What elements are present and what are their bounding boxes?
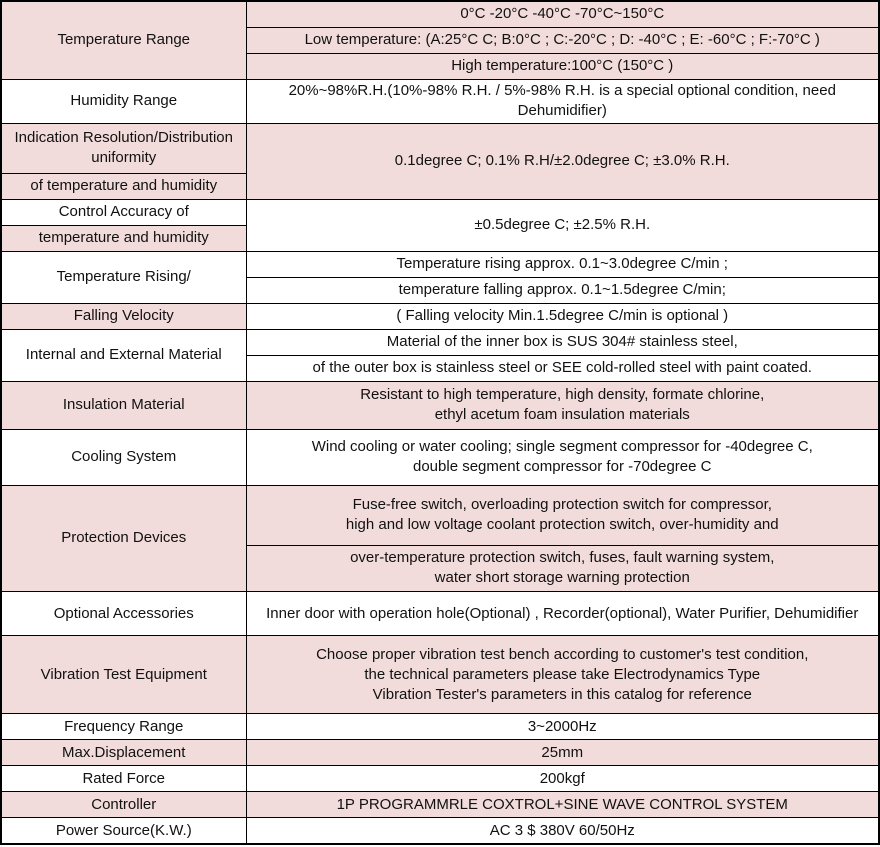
table-row xyxy=(1,251,879,277)
vibration-line: the technical parameters please take Electrodynamics Type xyxy=(364,665,761,683)
humidity-range-value xyxy=(246,79,879,123)
table-row xyxy=(1,1,879,27)
low-temperature-value: Low temperature: (A:25°C C; B:0°C ; C:-20°C ; D: -40°C ; E: -60°C ; F:-70°C ) xyxy=(246,27,879,53)
indication-resolution-line: uniformity xyxy=(91,149,157,167)
high-temperature-value: High temperature:100°C (150°C ) xyxy=(246,53,879,79)
rated-force-label: Rated Force xyxy=(1,766,246,792)
optional-accessories-label: Optional Accessories xyxy=(1,591,246,635)
protection-label: Protection Devices xyxy=(1,485,246,591)
insulation-value xyxy=(246,381,879,429)
max-displacement-value: 25mm xyxy=(246,740,879,766)
humidity-range-line: 20%~98%R.H.(10%-98% R.H. / 5%-98% R.H. is a special optional condition, need xyxy=(288,82,836,100)
insulation-line: ethyl acetum foam insulation materials xyxy=(434,406,690,424)
vibration-line: Vibration Tester's parameters in this catalog for reference xyxy=(372,685,752,703)
frequency-range-label: Frequency Range xyxy=(1,714,246,740)
table-row xyxy=(1,792,879,818)
material-inner-value: Material of the inner box is SUS 304# stainless steel, xyxy=(246,329,879,355)
cooling-line: double segment compressor for -70degree C xyxy=(413,458,712,476)
table-row xyxy=(1,123,879,173)
indication-resolution-value: 0.1degree C; 0.1% R.H/±2.0degree C; ±3.0% R.H. xyxy=(246,123,879,199)
table-row xyxy=(1,329,879,355)
insulation-line: Resistant to high temperature, high density, formate chlorine, xyxy=(360,386,765,404)
table-row xyxy=(1,714,879,740)
indication-resolution-label-2: of temperature and humidity xyxy=(1,173,246,199)
table-row xyxy=(1,79,879,123)
humidity-range-label: Humidity Range xyxy=(1,79,246,123)
control-accuracy-label-2: temperature and humidity xyxy=(1,225,246,251)
cooling-line: Wind cooling or water cooling; single segment compressor for -40degree C, xyxy=(311,438,813,456)
controller-label: Controller xyxy=(1,792,246,818)
temperature-falling-value: temperature falling approx. 0.1~1.5degree C/min; xyxy=(246,277,879,303)
temperature-range-value: 0°C -20°C -40°C -70°C~150°C xyxy=(246,1,879,27)
vibration-equipment-value xyxy=(246,636,879,714)
power-source-value: AC 3 $ 380V 60/50Hz xyxy=(246,818,879,844)
indication-resolution-label xyxy=(1,123,246,173)
temperature-rising-label: Temperature Rising/ xyxy=(1,251,246,303)
controller-value: 1P PROGRAMMRLE COXTROL+SINE WAVE CONTROL SYSTEM xyxy=(246,792,879,818)
temperature-rising-value: Temperature rising approx. 0.1~3.0degree C/min ; xyxy=(246,251,879,277)
protection-value-2 xyxy=(246,545,879,591)
insulation-label: Insulation Material xyxy=(1,381,246,429)
vibration-equipment-label: Vibration Test Equipment xyxy=(1,636,246,714)
protection-value-1 xyxy=(246,485,879,545)
cooling-value xyxy=(246,429,879,485)
material-label: Internal and External Material xyxy=(1,329,246,381)
table-row xyxy=(1,766,879,792)
table-row xyxy=(1,381,879,429)
power-source-label: Power Source(K.W.) xyxy=(1,818,246,844)
falling-velocity-label: Falling Velocity xyxy=(1,303,246,329)
protection-line: water short storage warning protection xyxy=(434,569,690,587)
control-accuracy-value: ±0.5degree C; ±2.5% R.H. xyxy=(246,199,879,251)
table-row xyxy=(1,303,879,329)
indication-resolution-line: Indication Resolution/Distribution xyxy=(14,129,233,147)
cooling-label: Cooling System xyxy=(1,429,246,485)
table-row xyxy=(1,485,879,545)
table-row xyxy=(1,429,879,485)
table-row xyxy=(1,818,879,844)
control-accuracy-label: Control Accuracy of xyxy=(1,199,246,225)
falling-velocity-value: ( Falling velocity Min.1.5degree C/min is optional ) xyxy=(246,303,879,329)
protection-line: high and low voltage coolant protection switch, over-humidity and xyxy=(345,516,779,534)
protection-line: over-temperature protection switch, fuses, fault warning system, xyxy=(350,549,775,567)
table-row xyxy=(1,740,879,766)
temperature-range-label: Temperature Range xyxy=(1,1,246,79)
humidity-range-line: Dehumidifier) xyxy=(517,102,607,120)
protection-line: Fuse-free switch, overloading protection switch for compressor, xyxy=(352,496,772,514)
table-row xyxy=(1,199,879,225)
max-displacement-label: Max.Displacement xyxy=(1,740,246,766)
vibration-line: Choose proper vibration test bench according to customer's test condition, xyxy=(316,645,809,663)
table-row xyxy=(1,591,879,635)
rated-force-value: 200kgf xyxy=(246,766,879,792)
optional-accessories-value: Inner door with operation hole(Optional) , Recorder(optional), Water Purifier, Dehumidifier xyxy=(246,591,879,635)
material-outer-value: of the outer box is stainless steel or SEE cold-rolled steel with paint coated. xyxy=(246,355,879,381)
frequency-range-value: 3~2000Hz xyxy=(246,714,879,740)
table-row xyxy=(1,636,879,714)
